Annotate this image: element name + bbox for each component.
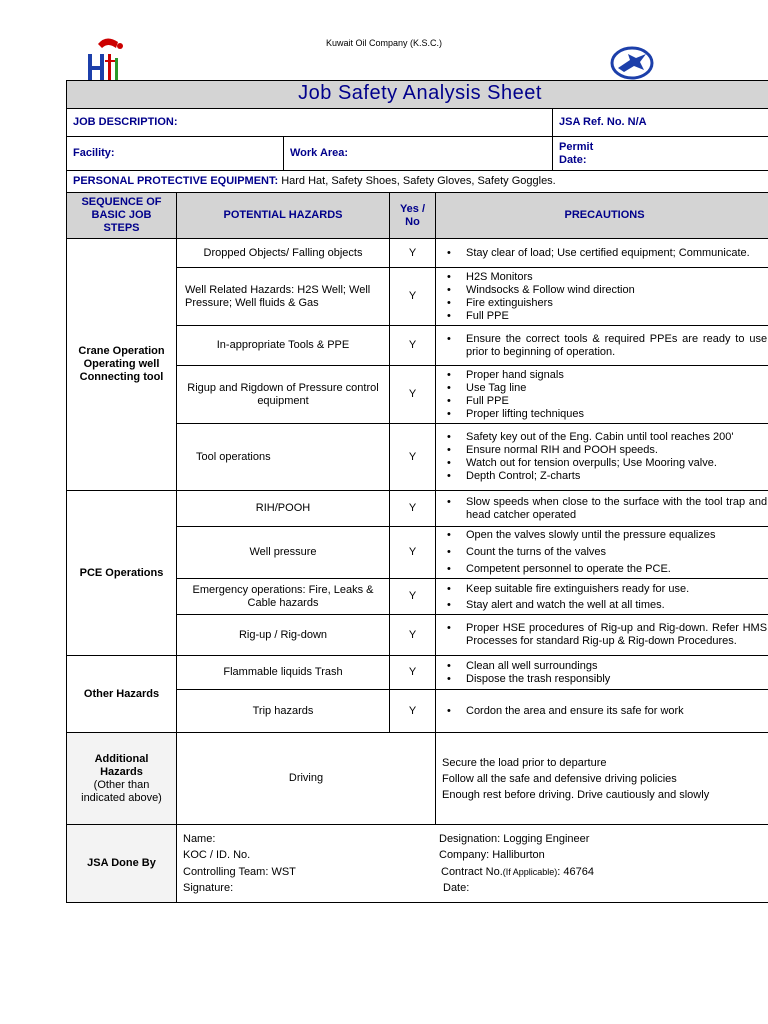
job-description-label: JOB DESCRIPTION: (67, 109, 553, 137)
precaution-item: • Watch out for tension overpulls; Use Mooring valve. (442, 457, 767, 470)
precaution-item: • Open the valves slowly until the pressure equalizes (442, 527, 767, 544)
group-label-line: indicated above) (81, 791, 162, 804)
precaution-item: • Proper HSE procedures of Rig-up and Rig-down. Refer HMS Processes for standard Rig-up & Rig-down Procedures. (442, 622, 767, 648)
jsa-done-by-details (177, 825, 768, 903)
permit-date-cell (553, 137, 768, 171)
name-label: Name: (183, 832, 216, 845)
precaution-item: • Use Tag line (442, 382, 767, 395)
jsa-table (66, 80, 768, 903)
title-cell (67, 81, 768, 109)
hazard-cell: Well Related Hazards: H2S Well; Well Pressure; Well fluids & Gas (177, 268, 390, 326)
precaution-item: • Ensure the correct tools & required PPEs are ready to use prior to beginning of operation. (442, 333, 767, 359)
group-label-line: (Other than (93, 778, 150, 791)
koc-id-label: KOC / ID. No. (183, 849, 251, 861)
sequence-header-line: STEPS (103, 222, 140, 234)
precaution-item: • H2S Monitors (442, 271, 767, 284)
yes-no-cell: Y (390, 424, 436, 491)
group-crane-operation (67, 239, 177, 491)
precaution-item: • Keep suitable fire extinguishers ready for use. (442, 581, 767, 597)
precaution-item: • Ensure normal RIH and POOH speeds. (442, 444, 767, 457)
precaution-cell (436, 268, 768, 326)
sequence-header-line: SEQUENCE OF (81, 196, 162, 208)
precaution-item: • Clean all well surroundings (442, 660, 767, 673)
ppe-row (67, 171, 768, 193)
hazard-cell (177, 656, 390, 690)
precautions-header: PRECAUTIONS (436, 193, 768, 239)
group-other-hazards: Other Hazards (67, 656, 177, 733)
work-area-label: Work Area: (284, 137, 553, 171)
jsa-ref-label: JSA Ref. No. N/A (553, 109, 768, 137)
permit-date-label: Date: (559, 153, 587, 166)
designation-label: Designation: Logging Engineer (439, 832, 590, 845)
precaution-line: Follow all the safe and defensive driving policies (442, 772, 677, 785)
facility-label: Facility: (67, 137, 284, 171)
precaution-cell (436, 579, 768, 615)
yes-no-cell: Y (390, 366, 436, 424)
precaution-line: Secure the load prior to departure (442, 756, 607, 769)
hazard-cell: Trip hazards (177, 690, 390, 733)
yes-no-header-line: Yes / (399, 202, 426, 215)
yes-no-header (390, 193, 436, 239)
precaution-cell (436, 656, 768, 690)
hazard-cell: Well pressure (177, 527, 390, 579)
precaution-item: • Windsocks & Follow wind direction (442, 284, 767, 297)
permit-label: Permit (559, 140, 594, 153)
precaution-cell (436, 366, 768, 424)
yes-no-cell: Y (390, 268, 436, 326)
sequence-header-line: BASIC JOB (91, 209, 152, 221)
precaution-item: • Depth Control; Z-charts (442, 470, 767, 483)
precaution-cell (436, 239, 768, 268)
precaution-cell (436, 733, 768, 825)
group-pce-operations: PCE Operations (67, 491, 177, 656)
ppe-value: Hard Hat, Safety Shoes, Safety Gloves, Safety Goggles. (278, 175, 556, 187)
ppe-label: PERSONAL PROTECTIVE EQUIPMENT: (73, 175, 279, 187)
yes-no-cell: Y (390, 239, 436, 268)
hazard-cell: In-appropriate Tools & PPE (177, 326, 390, 366)
company-label: Company: Halliburton (439, 849, 545, 861)
halliburton-logo (86, 36, 138, 84)
hazard-cell: Rigup and Rigdown of Pressure control equipment (177, 366, 390, 424)
group-label-line: Hazards (100, 765, 143, 778)
precaution-item: • Cordon the area and ensure its safe for work (442, 705, 767, 718)
yes-no-header-line: No (405, 215, 420, 228)
precaution-item: • Dispose the trash responsibly (442, 673, 767, 686)
precaution-cell (436, 690, 768, 733)
precaution-item: • Slow speeds when close to the surface with the tool trap and head catcher operated (442, 496, 767, 522)
company-name: Kuwait Oil Company (K.S.C.) (325, 38, 443, 48)
precaution-item: • Competent personnel to operate the PCE. (442, 561, 767, 578)
hazard-cell: Tool operations (177, 424, 390, 491)
precaution-cell (436, 424, 768, 491)
contract-value: : 46764 (557, 865, 594, 878)
precaution-item: • Full PPE (442, 395, 767, 408)
yes-no-cell: Y (390, 690, 436, 733)
precaution-item: • Full PPE (442, 310, 767, 323)
precaution-item: • Proper hand signals (442, 369, 767, 382)
precaution-item: • Proper lifting techniques (442, 408, 767, 421)
hazard-text: Flammable liquids Trash (223, 666, 343, 678)
precaution-item: • Count the turns of the valves (442, 544, 767, 561)
contract-prefix: Contract No. (441, 865, 503, 878)
hazard-cell: Dropped Objects/ Falling objects (177, 239, 390, 268)
precaution-cell (436, 491, 768, 527)
yes-no-cell: Y (390, 491, 436, 527)
yes-no-cell: Y (390, 579, 436, 615)
precaution-cell (436, 326, 768, 366)
controlling-team-label: Controlling Team: WST (183, 865, 296, 878)
group-label-line: Connecting tool (79, 371, 164, 383)
precaution-line: Enough rest before driving. Drive cautiously and slowly (442, 788, 710, 801)
signature-label: Signature: (183, 882, 234, 894)
contract-number-label (439, 864, 594, 881)
hazard-cell: Driving (177, 733, 436, 825)
page-title: Job Safety Analysis Sheet (298, 81, 542, 104)
jsa-done-by-label: JSA Done By (67, 825, 177, 903)
yes-no-cell: Y (390, 326, 436, 366)
precaution-cell (436, 615, 768, 656)
precaution-cell (436, 527, 768, 579)
group-additional-hazards (67, 733, 177, 825)
precaution-item: • Stay alert and watch the well at all times. (442, 597, 767, 613)
hazard-cell: Emergency operations: Fire, Leaks & Cable hazards (177, 579, 390, 615)
yes-no-cell: Y (390, 656, 436, 690)
precaution-item: • Fire extinguishers (442, 297, 767, 310)
yes-no-cell: Y (390, 527, 436, 579)
yes-no-cell: Y (390, 615, 436, 656)
hazards-header: POTENTIAL HAZARDS (177, 193, 390, 239)
precaution-item: • Stay clear of load; Use certified equipment; Communicate. (442, 247, 767, 260)
precaution-item: • Safety key out of the Eng. Cabin until tool reaches 200' (442, 431, 767, 444)
koc-emblem-logo (610, 46, 654, 80)
hazard-cell: Rig-up / Rig-down (177, 615, 390, 656)
done-by-date-label: Date: (443, 882, 470, 894)
sequence-header (67, 193, 177, 239)
hazard-cell: RIH/POOH (177, 491, 390, 527)
group-label-line: Additional (94, 752, 149, 765)
contract-if-applicable: (If Applicable) (502, 866, 558, 877)
group-label-line: Crane Operation (78, 345, 165, 357)
group-label-line: Operating well (83, 358, 160, 370)
